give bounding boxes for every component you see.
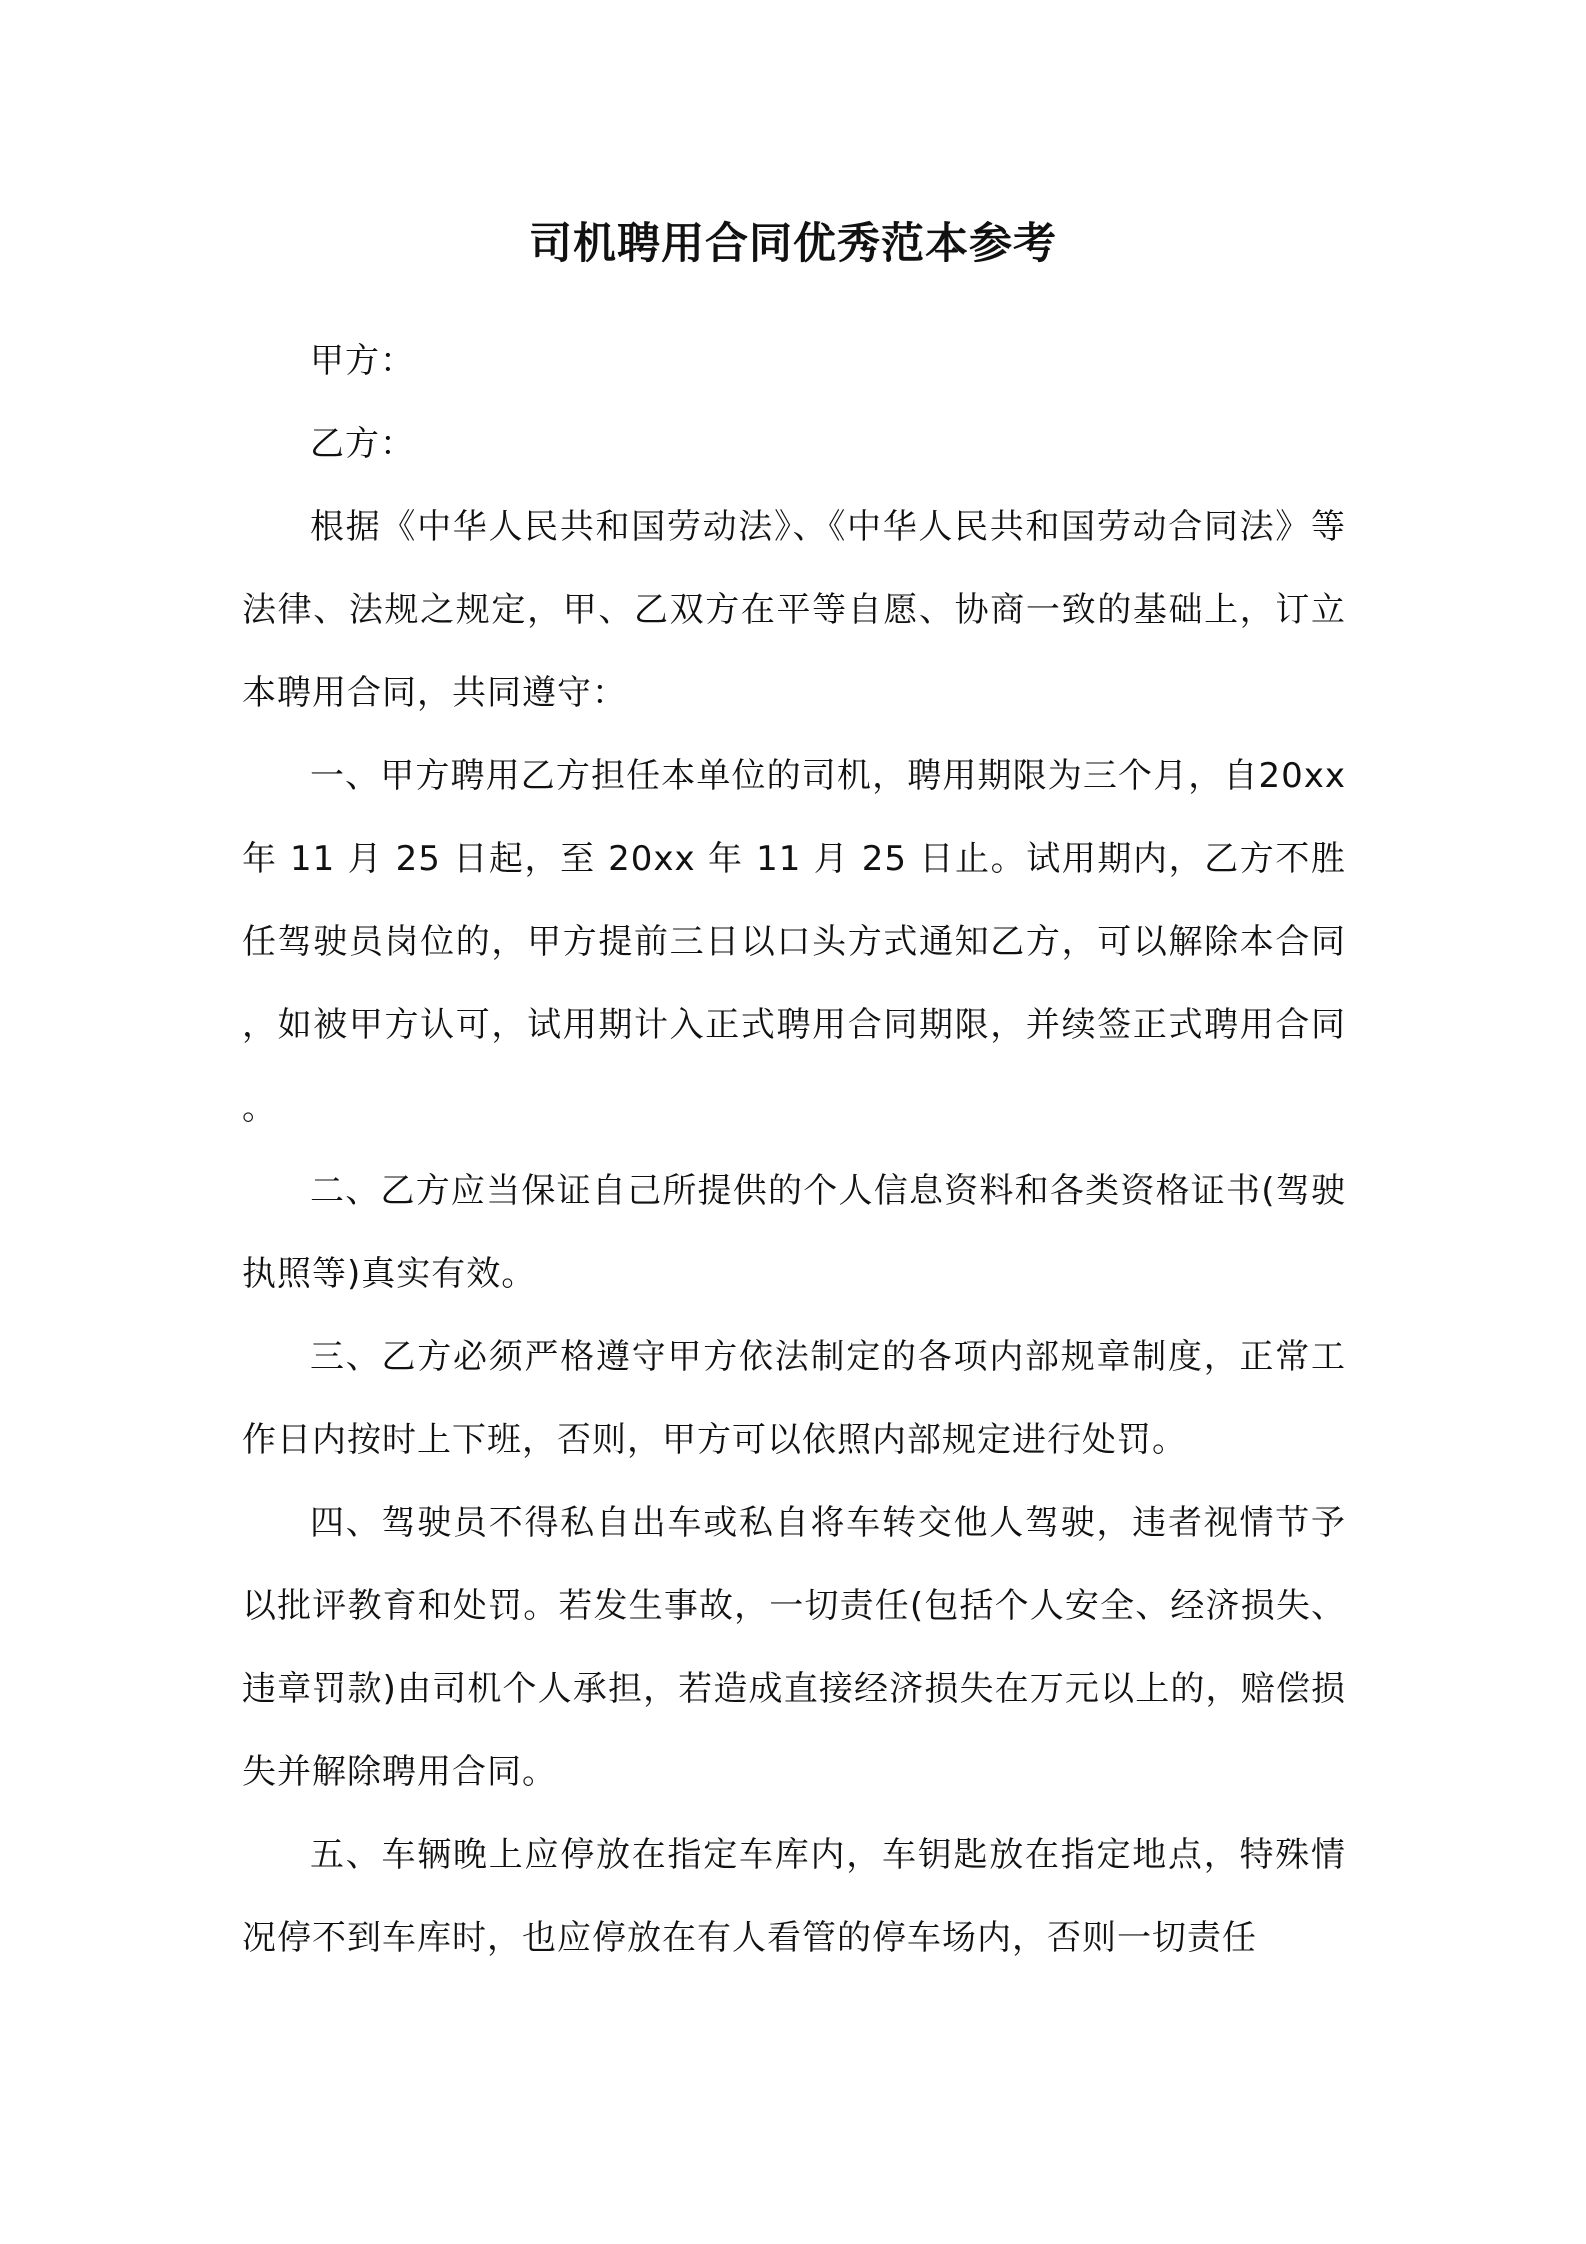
- document-title: 司机聘用合同优秀范本参考: [529, 219, 1057, 269]
- document-body: [242, 320, 1346, 1980]
- preamble-paragraph: 根据《中华人民共和国劳动法》、《中华人民共和国劳动合同法》等法律、法规之规定，甲、乙双方在平等自愿、协商一致的基础上，订立本聘用合同，共同遵守：: [242, 507, 1346, 713]
- clause-4-paragraph: 四、驾驶员不得私自出车或私自将车转交他人驾驶，违者视情节予以批评教育和处罚。若发生事故，一切责任(包括个人安全、经济损失、违章罚款)由司机个人承担，若造成直接经济损失在万元以上的，赔偿损失并解除聘用合同。: [242, 1503, 1346, 1792]
- clause-5-paragraph: 五、车辆晚上应停放在指定车库内，车钥匙放在指定地点，特殊情况停不到车库时，也应停放在有人看管的停车场内，否则一切责任: [242, 1835, 1346, 1958]
- party-a-line: 甲方：: [310, 341, 415, 381]
- clause-3-paragraph: 三、乙方必须严格遵守甲方依法制定的各项内部规章制度，正常工作日内按时上下班，否则，甲方可以依照内部规定进行处罚。: [242, 1337, 1346, 1460]
- party-b-line: 乙方：: [310, 424, 415, 464]
- clause-2-paragraph: 二、乙方应当保证自己所提供的个人信息资料和各类资格证书(驾驶执照等)真实有效。: [242, 1171, 1346, 1294]
- clause-1-paragraph: 一、甲方聘用乙方担任本单位的司机，聘用期限为三个月，自20xx 年 11 月 25 日起，至 20xx 年 11 月 25 日止。试用期内，乙方不胜任驾驶员岗位的，甲方提前三日以口头方式通知乙方，可以解除本合同，如被甲方认可，试用期计入正式聘用合同期限，并续签正式聘用合同。: [242, 756, 1346, 1128]
